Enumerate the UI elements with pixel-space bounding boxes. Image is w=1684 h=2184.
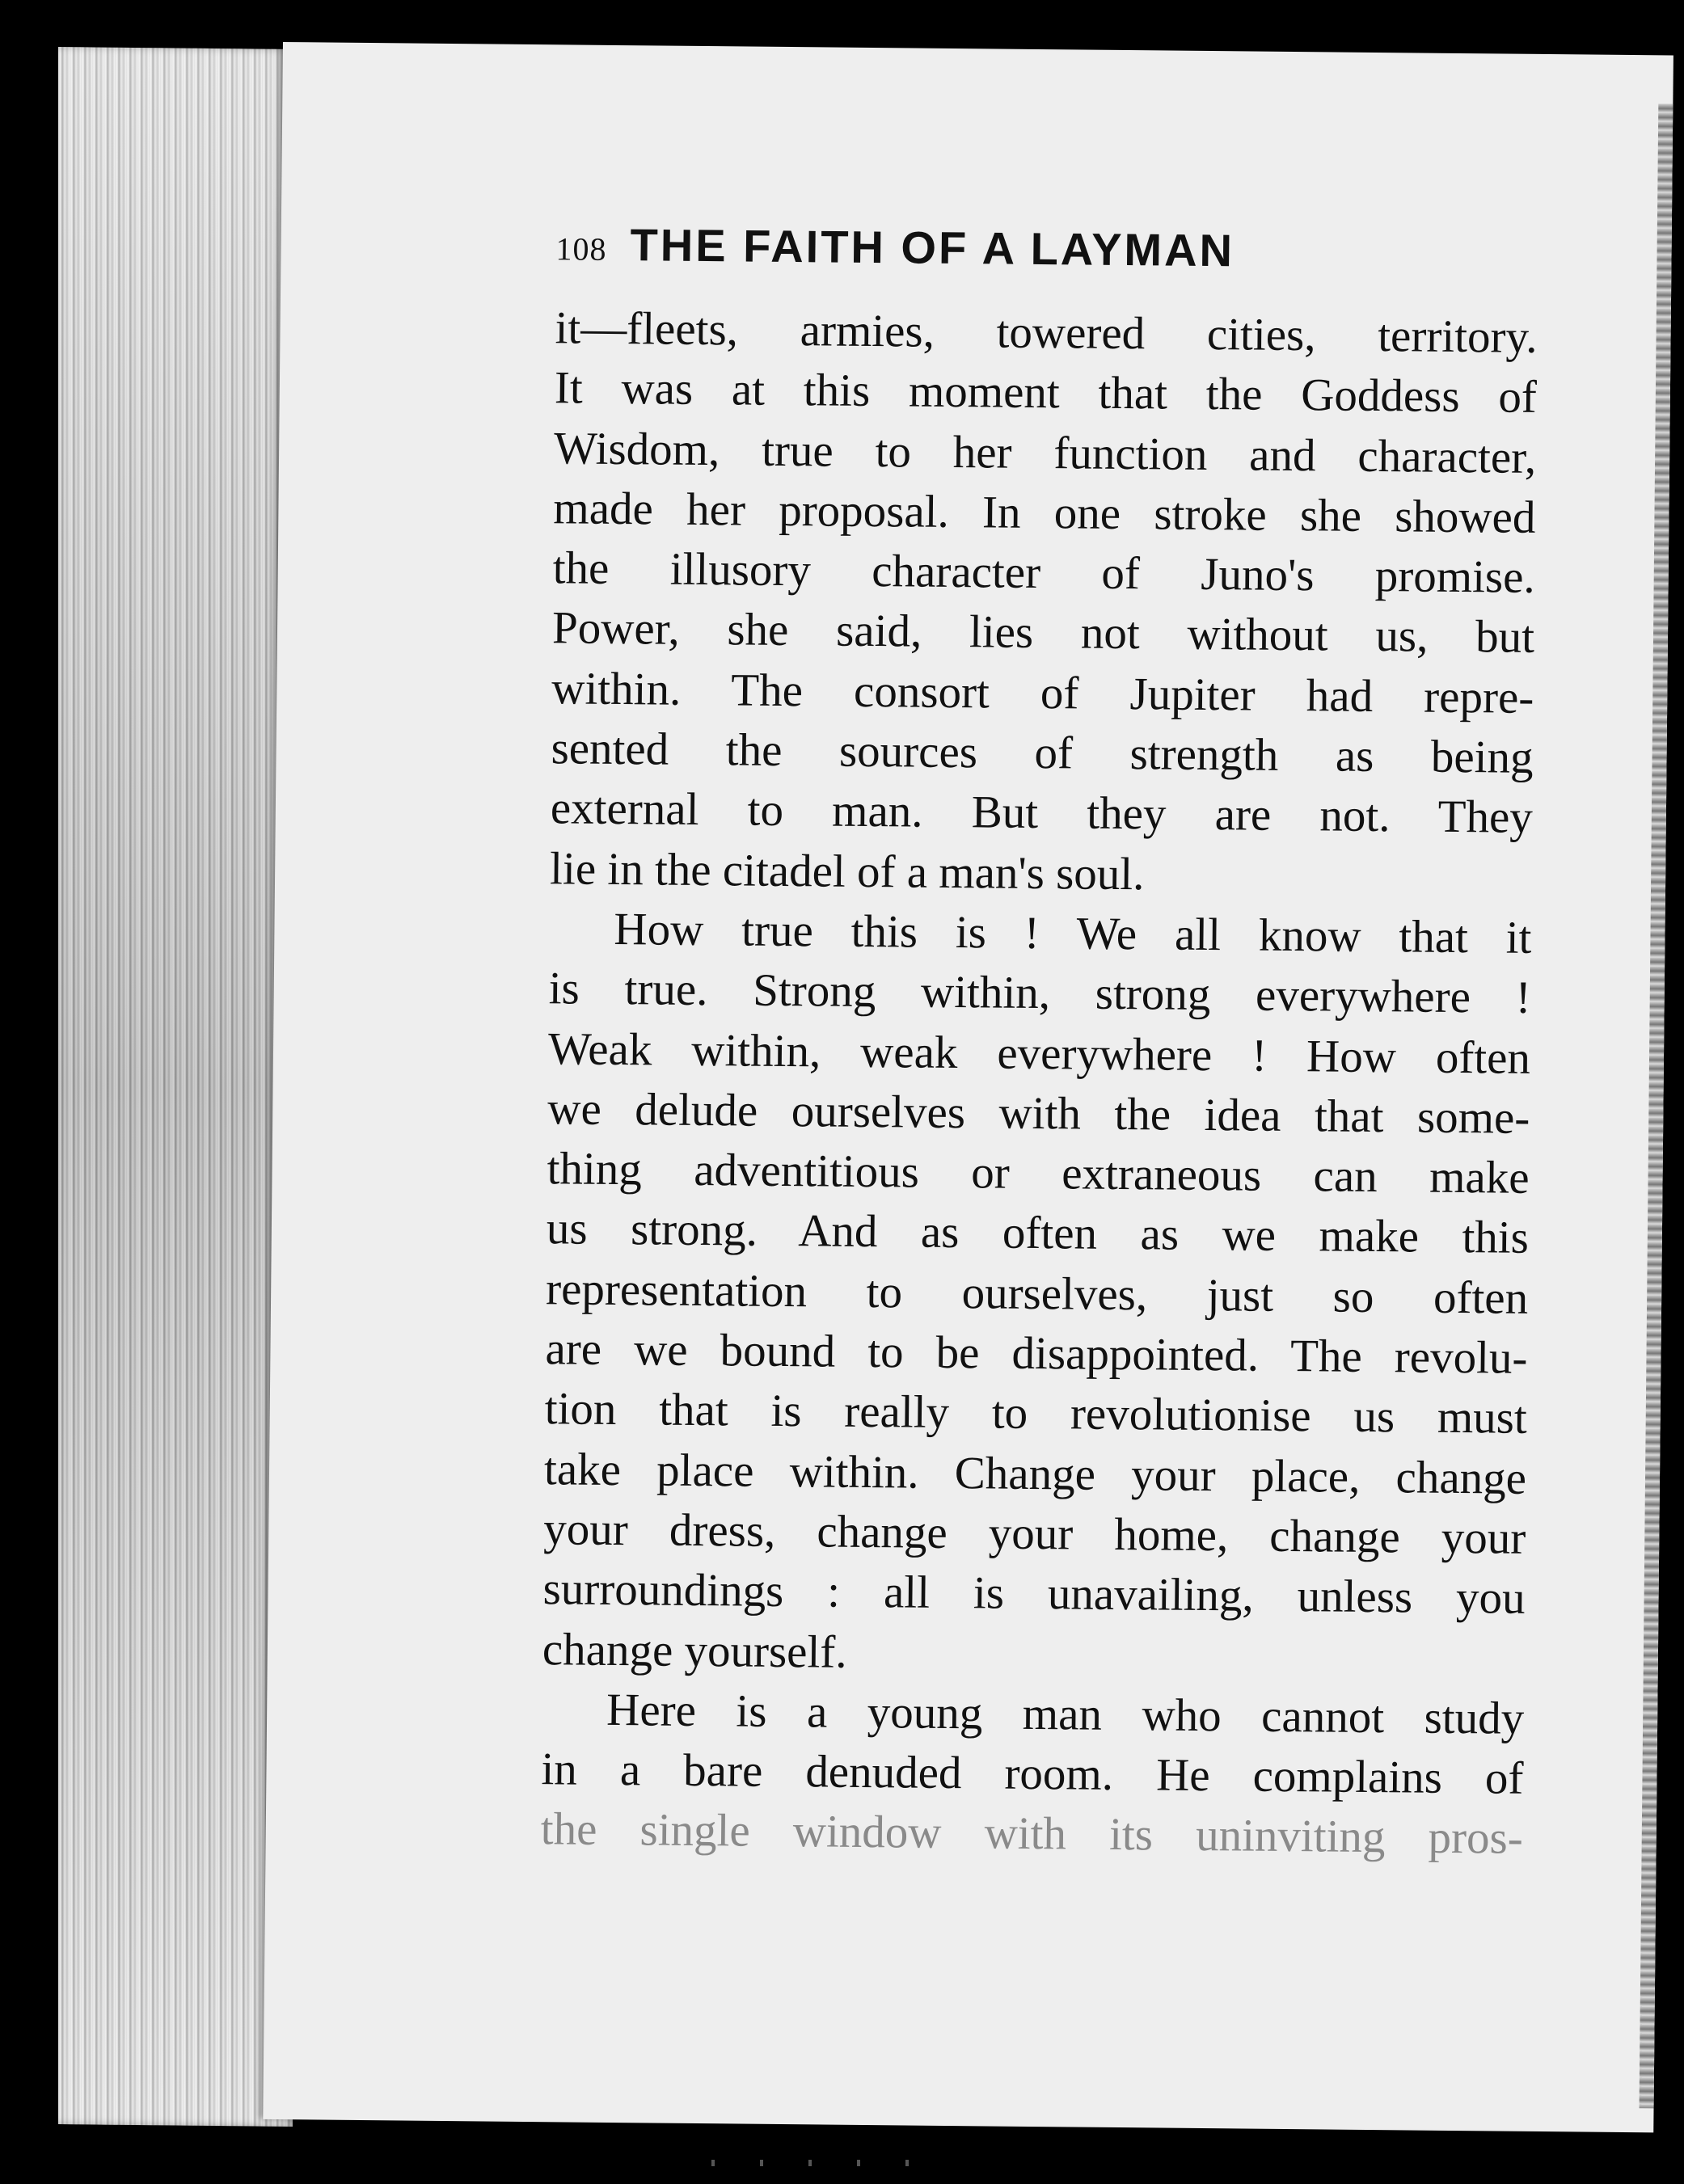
text-line: made her proposal. In one stroke she showed (553, 483, 1536, 543)
text-line: How true this is ! We all know that it (614, 903, 1532, 963)
text-line: Here is a young man who cannot study (606, 1684, 1525, 1744)
text-line: change yourself. (542, 1623, 847, 1678)
text-line: us strong. And as often as we make this (546, 1203, 1530, 1264)
text-line: it—fleets, armies, towered cities, territory. (555, 302, 1538, 363)
running-title: THE FAITH OF A LAYMAN (630, 219, 1235, 276)
text-line: is true. Strong within, strong everywhere ! (548, 963, 1532, 1024)
book-page (263, 42, 1673, 2132)
text-line: your dress, change your home, change your (543, 1503, 1526, 1564)
paragraph-2 (542, 899, 1532, 1689)
text-line: lie in the citadel of a man's soul. (549, 842, 1145, 900)
text-line: the single window with its uninviting pros- (540, 1803, 1524, 1865)
text-line: representation to ourselves, just so often (545, 1263, 1529, 1324)
paragraph-3 (540, 1680, 1524, 1870)
text-line: It was at this moment that the Goddess of (554, 362, 1538, 424)
scan-artifacts (711, 2160, 954, 2166)
text-line: the illusory character of Juno's promise. (552, 542, 1536, 604)
running-head (555, 217, 1538, 308)
text-line: tion that is really to revolutionise us must (544, 1383, 1528, 1444)
text-line: we delude ourselves with the idea that some- (547, 1083, 1530, 1144)
text-line: sented the sources of strength as being (551, 723, 1534, 783)
text-line: Power, she said, lies not without us, but (551, 602, 1535, 664)
text-line: within. The consort of Jupiter had repre- (551, 663, 1534, 723)
paragraph-1 (550, 298, 1538, 909)
text-line: surroundings : all is unavailing, unless you (542, 1563, 1526, 1625)
text-line: thing adventitious or extraneous can make (547, 1143, 1530, 1204)
text-line: Weak within, weak everywhere ! How often (547, 1022, 1531, 1084)
text-line: take place within. Change your place, change (543, 1443, 1527, 1504)
text-line: in a bare denuded room. He complains of (541, 1743, 1524, 1804)
book-page-edges (58, 47, 293, 2127)
next-page-sliver (1640, 103, 1673, 2108)
text-line: are we bound to be disappointed. The revolu- (545, 1323, 1528, 1384)
page-number: 108 (555, 230, 607, 268)
text-line: Wisdom, true to her function and character, (553, 422, 1537, 483)
text-block (540, 217, 1538, 1869)
text-line: external to man. But they are not. They (550, 782, 1534, 844)
